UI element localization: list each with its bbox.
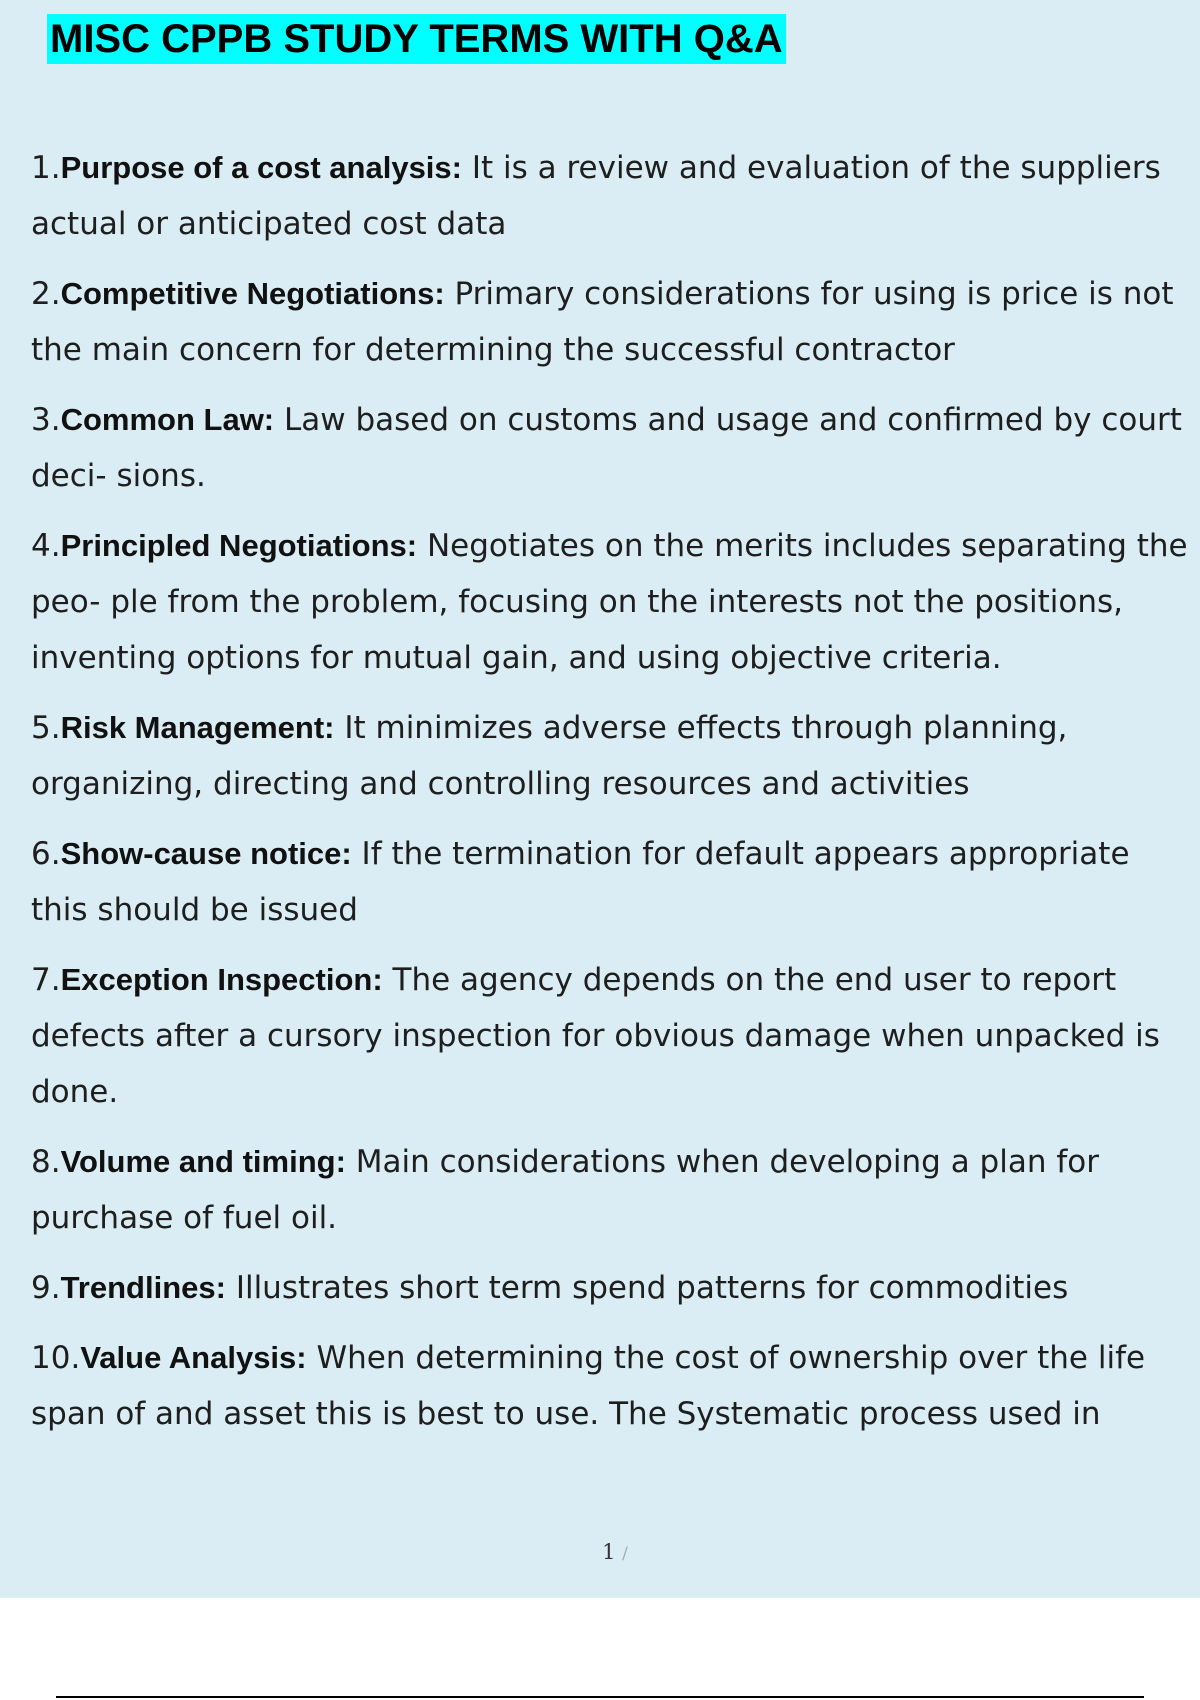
list-item <box>31 826 1191 938</box>
list-item <box>31 1260 1191 1316</box>
term-number: 3. <box>31 402 61 438</box>
list-item <box>31 1330 1191 1442</box>
term-definition: It minimizes adverse effects through planning, organizing, directing and controlling resources and activities <box>31 710 1068 802</box>
term-number: 2. <box>31 276 61 312</box>
term-name: Value Analysis: <box>80 1340 307 1375</box>
list-item <box>31 518 1191 686</box>
term-definition: Illustrates short term spend patterns for commodities <box>235 1270 1069 1306</box>
list-item <box>31 392 1191 504</box>
term-number: 7. <box>31 962 61 998</box>
page-number-value: 1 <box>602 1540 616 1564</box>
document-title: MISC CPPB STUDY TERMS WITH Q&A <box>47 14 786 64</box>
term-name: Volume and timing: <box>60 1144 346 1179</box>
page-number-suffix: / <box>622 1544 628 1564</box>
list-item <box>31 700 1191 812</box>
term-name: Exception Inspection: <box>60 962 383 997</box>
term-name: Risk Management: <box>60 710 335 745</box>
term-number: 1. <box>31 150 61 186</box>
term-name: Purpose of a cost analysis: <box>60 150 462 185</box>
term-number: 4. <box>31 528 61 564</box>
page-divider <box>56 1696 1144 1698</box>
term-definition: When determining the cost of ownership over the life span of and asset this is best to use. The Systematic process used in <box>31 1340 1146 1432</box>
term-definition: Negotiates on the merits includes separating the peo- ple from the problem, focusing on the interests not the positions, inventing options for mutual gain, and using objective criteria. <box>31 528 1188 676</box>
term-definition: Law based on customs and usage and confirmed by court deci- sions. <box>31 402 1182 494</box>
term-definition: The agency depends on the end user to report defects after a cursory inspection for obvious damage when unpacked is done. <box>31 962 1160 1110</box>
list-item <box>31 952 1191 1120</box>
term-number: 10. <box>31 1340 81 1376</box>
term-number: 5. <box>31 710 61 746</box>
term-name: Common Law: <box>60 402 275 437</box>
list-item <box>31 1134 1191 1246</box>
terms-list <box>31 140 1191 1456</box>
page-number <box>0 1540 1200 1564</box>
term-definition: It is a review and evaluation of the suppliers actual or anticipated cost data <box>31 150 1161 242</box>
term-name: Competitive Negotiations: <box>60 276 445 311</box>
term-name: Principled Negotiations: <box>60 528 418 563</box>
term-number: 8. <box>31 1144 61 1180</box>
term-number: 9. <box>31 1270 61 1306</box>
list-item <box>31 140 1191 252</box>
term-name: Show-cause notice: <box>60 836 352 871</box>
term-definition: Main considerations when developing a plan for purchase of fuel oil. <box>31 1144 1099 1236</box>
term-name: Trendlines: <box>60 1270 226 1305</box>
term-number: 6. <box>31 836 61 872</box>
term-definition: If the termination for default appears appropriate this should be issued <box>31 836 1130 928</box>
list-item <box>31 266 1191 378</box>
term-definition: Primary considerations for using is price is not the main concern for determining the successful contractor <box>31 276 1174 368</box>
